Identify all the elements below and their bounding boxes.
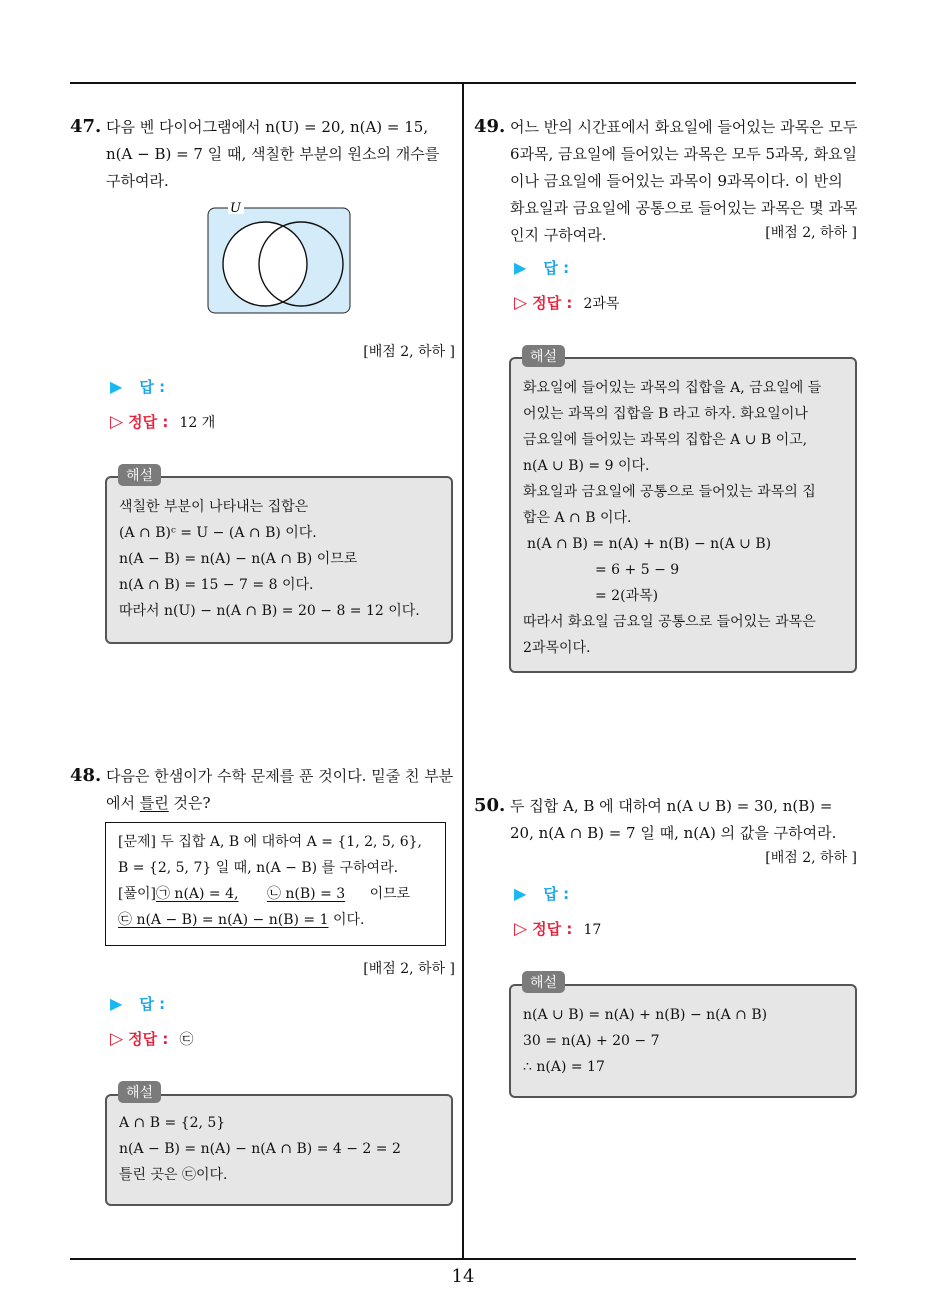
solution-line: n(A ∪ B) = 9 이다. — [523, 458, 650, 474]
answer-label: 답 : — [139, 378, 166, 396]
question-text-line: 두 집합 A, B 에 대하여 n(A ∪ B) = 30, n(B) = — [510, 797, 833, 815]
play-icon: ▶ — [514, 258, 527, 277]
correct-label: 정답 : — [532, 294, 573, 312]
answer-row — [110, 993, 165, 1014]
correct-label: 정답 : — [128, 413, 169, 431]
play-icon: ▶ — [110, 994, 123, 1013]
answer-label: 답 : — [139, 995, 166, 1013]
question-number: 47. — [70, 116, 102, 137]
solution-line: n(A ∪ B) = n(A) + n(B) − n(A ∩ B) — [523, 1007, 768, 1023]
solution-attempt-line: [풀이]㉠ n(A) = 4, ㉡ n(B) = 3 이므로 — [118, 886, 411, 902]
problem-statement-line: [문제] 두 집합 A, B 에 대하여 A = {1, 2, 5, 6}, — [118, 834, 422, 850]
play-icon: ▶ — [110, 377, 123, 396]
question-text-line: 에서 틀린 것은? — [106, 794, 211, 812]
solution-box — [105, 1094, 453, 1206]
solution-attempt-line: ㉢ n(A − B) = n(A) − n(B) = 1 이다. — [118, 912, 365, 928]
problem-box — [105, 822, 446, 946]
question-text-line: 다음은 한샘이가 수학 문제를 푼 것이다. 밑줄 친 부분 — [106, 767, 454, 785]
bottom-rule — [70, 1258, 856, 1260]
column-divider — [462, 82, 464, 1259]
question-text-line: 다음 벤 다이어그램에서 n(U) = 20, n(A) = 15, — [106, 118, 429, 136]
solution-tag: 해설 — [118, 464, 161, 486]
outline-play-icon: ▷ — [110, 1029, 124, 1049]
question-number: 49. — [474, 116, 506, 137]
score: [배점 2, 하하 ] — [765, 225, 857, 241]
problem-statement-line: B = {2, 5, 7} 일 때, n(A − B) 를 구하여라. — [118, 860, 399, 876]
solution-box — [105, 476, 453, 644]
answer-label: 답 : — [543, 885, 570, 903]
correct-answer: ㉢ — [179, 1032, 194, 1048]
solution-line: n(A ∩ B) = 15 − 7 = 8 이다. — [119, 577, 314, 593]
solution-line: = 6 + 5 − 9 — [595, 562, 680, 578]
solution-line: n(A ∩ B) = n(A) + n(B) − n(A ∪ B) — [527, 536, 772, 552]
solution-box — [509, 984, 857, 1098]
solution-line: ∴ n(A) = 17 — [523, 1059, 605, 1075]
solution-tag: 해설 — [522, 971, 565, 993]
solution-line: 합은 A ∩ B 이다. — [523, 510, 632, 526]
solution-line: 30 = n(A) + 20 − 7 — [523, 1033, 660, 1049]
step-1: ㉠ n(A) = 4, — [155, 886, 239, 902]
question-number: 48. — [70, 765, 102, 786]
answer-row — [110, 376, 165, 397]
solution-line: (A ∩ B)ᶜ = U − (A ∩ B) 이다. — [119, 525, 317, 541]
answer-row — [514, 257, 569, 278]
step-3: ㉢ n(A − B) = n(A) − n(B) = 1 — [118, 912, 329, 928]
solution-line: n(A − B) = n(A) − n(A ∩ B) 이므로 — [119, 551, 358, 567]
question-text-line: 화요일과 금요일에 공통으로 들어있는 과목은 몇 과목 — [510, 199, 858, 217]
solution-line: = 2(과목) — [595, 588, 659, 604]
outline-play-icon: ▷ — [514, 293, 528, 313]
outline-play-icon: ▷ — [514, 919, 528, 939]
score: [배점 2, 하하 ] — [765, 850, 857, 866]
correct-answer-row — [110, 411, 215, 432]
solution-line: 금요일에 들어있는 과목의 집합은 A ∪ B 이고, — [523, 432, 808, 448]
correct-answer-row — [110, 1028, 193, 1049]
solution-tag: 해설 — [522, 345, 565, 367]
score: [배점 2, 하하 ] — [363, 961, 455, 977]
solution-line: 따라서 n(U) − n(A ∩ B) = 20 − 8 = 12 이다. — [119, 603, 420, 619]
question-text-line: n(A − B) = 7 일 때, 색칠한 부분의 원소의 개수를 — [106, 145, 440, 163]
question-text-line: 구하여라. — [106, 172, 169, 190]
correct-answer: 2과목 — [583, 296, 620, 312]
solution-line: 2과목이다. — [523, 640, 591, 656]
solution-line: 색칠한 부분이 나타내는 집합은 — [119, 499, 309, 515]
solution-line: 따라서 화요일 금요일 공통으로 들어있는 과목은 — [523, 614, 816, 630]
solution-line: 틀린 곳은 ㉢이다. — [119, 1167, 228, 1183]
step-2: ㉡ n(B) = 3 — [266, 886, 346, 902]
question-number: 50. — [474, 795, 506, 816]
correct-answer-row — [514, 918, 601, 939]
underlined-word: 틀린 — [139, 794, 169, 812]
play-icon: ▶ — [514, 884, 527, 903]
venn-label-u: U — [230, 201, 241, 216]
question-text-line: 인지 구하여라. — [510, 226, 607, 244]
answer-row — [514, 883, 569, 904]
solution-line: A ∩ B = {2, 5} — [119, 1115, 226, 1131]
outline-play-icon: ▷ — [110, 412, 124, 432]
correct-answer-row — [514, 292, 619, 313]
correct-answer: 17 — [583, 922, 602, 938]
question-text-line: 이나 금요일에 들어있는 과목이 9과목이다. 이 반의 — [510, 172, 843, 190]
solution-line: n(A − B) = n(A) − n(A ∩ B) = 4 − 2 = 2 — [119, 1141, 401, 1157]
solution-line: 어있는 과목의 집합을 B 라고 하자. 화요일이나 — [523, 406, 808, 422]
solution-box — [509, 357, 857, 673]
solution-line: 화요일에 들어있는 과목의 집합을 A, 금요일에 들 — [523, 380, 822, 396]
solution-line: 화요일과 금요일에 공통으로 들어있는 과목의 집 — [523, 484, 816, 500]
solution-tag: 해설 — [118, 1081, 161, 1103]
correct-answer: 12 개 — [179, 415, 216, 431]
score: [배점 2, 하하 ] — [363, 344, 455, 360]
question-text-line: 6과목, 금요일에 들어있는 과목은 모두 5과목, 화요일 — [510, 145, 858, 163]
page-number: 14 — [451, 1266, 475, 1287]
question-text-line: 어느 반의 시간표에서 화요일에 들어있는 과목은 모두 — [510, 118, 858, 136]
question-text-line: 20, n(A ∩ B) = 7 일 때, n(A) 의 값을 구하여라. — [510, 824, 837, 842]
correct-label: 정답 : — [128, 1030, 169, 1048]
correct-label: 정답 : — [532, 920, 573, 938]
answer-label: 답 : — [543, 259, 570, 277]
venn-diagram — [206, 200, 354, 316]
